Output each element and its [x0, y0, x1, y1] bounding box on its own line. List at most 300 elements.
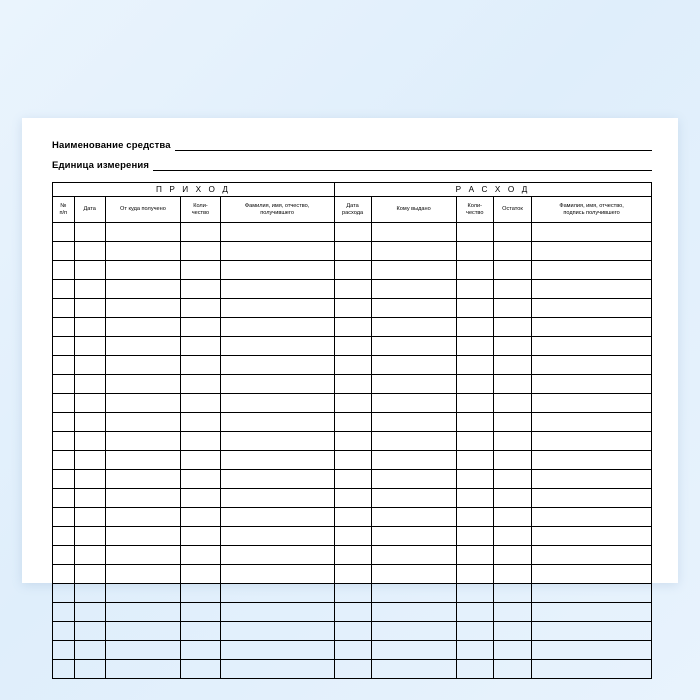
cell-date[interactable]	[74, 603, 105, 622]
cell-issued_to[interactable]	[371, 299, 456, 318]
cell-from_whom[interactable]	[105, 413, 180, 432]
cell-date[interactable]	[74, 356, 105, 375]
cell-from_whom[interactable]	[105, 603, 180, 622]
cell-date_out[interactable]	[334, 375, 371, 394]
cell-issued_to[interactable]	[371, 603, 456, 622]
cell-from_whom[interactable]	[105, 527, 180, 546]
cell-receiver_in[interactable]	[220, 546, 334, 565]
cell-issued_to[interactable]	[371, 261, 456, 280]
cell-receiver_out[interactable]	[532, 565, 652, 584]
column-header-issued-to	[371, 197, 456, 223]
cell-qty_in[interactable]	[181, 299, 221, 318]
cell-receiver_out[interactable]	[532, 432, 652, 451]
cell-qty_in[interactable]	[181, 603, 221, 622]
cell-date_out[interactable]	[334, 280, 371, 299]
cell-receiver_in[interactable]	[220, 470, 334, 489]
cell-qty_out[interactable]	[456, 565, 493, 584]
table-row	[53, 242, 652, 261]
column-header-qty-in	[181, 197, 221, 223]
cell-balance[interactable]	[493, 603, 531, 622]
cell-receiver_out[interactable]	[532, 527, 652, 546]
cell-num[interactable]	[53, 413, 75, 432]
cell-qty_in[interactable]	[181, 432, 221, 451]
cell-num[interactable]	[53, 261, 75, 280]
cell-issued_to[interactable]	[371, 318, 456, 337]
cell-receiver_in[interactable]	[220, 451, 334, 470]
cell-date[interactable]	[74, 299, 105, 318]
cell-date[interactable]	[74, 546, 105, 565]
cell-receiver_in[interactable]	[220, 242, 334, 261]
cell-qty_in[interactable]	[181, 242, 221, 261]
cell-qty_out[interactable]	[456, 337, 493, 356]
ledger-table	[52, 182, 652, 679]
cell-num[interactable]	[53, 508, 75, 527]
cell-receiver_out[interactable]	[532, 546, 652, 565]
column-header-receiver-out-line2: подпись получившего	[563, 209, 620, 216]
cell-qty_in[interactable]	[181, 508, 221, 527]
cell-balance[interactable]	[493, 641, 531, 660]
column-header-num	[53, 197, 75, 223]
column-header-balance-line1: Остаток	[502, 206, 523, 212]
cell-qty_in[interactable]	[181, 622, 221, 641]
cell-balance[interactable]	[493, 261, 531, 280]
cell-date_out[interactable]	[334, 242, 371, 261]
cell-qty_out[interactable]	[456, 660, 493, 679]
cell-receiver_in[interactable]	[220, 299, 334, 318]
cell-issued_to[interactable]	[371, 584, 456, 603]
cell-from_whom[interactable]	[105, 660, 180, 679]
group-header-expense: Р А С Х О Д	[334, 183, 652, 197]
cell-issued_to[interactable]	[371, 660, 456, 679]
cell-date_out[interactable]	[334, 261, 371, 280]
column-header-from-whom-line1: От куда получено	[120, 206, 166, 212]
column-header-qty-in-line2: чество	[191, 209, 210, 216]
cell-receiver_in[interactable]	[220, 641, 334, 660]
column-header-balance	[493, 197, 531, 223]
column-header-qty-out-line2: чество	[466, 209, 484, 216]
document-sheet	[22, 118, 678, 583]
cell-date_out[interactable]	[334, 641, 371, 660]
cell-qty_in[interactable]	[181, 318, 221, 337]
cell-receiver_out[interactable]	[532, 470, 652, 489]
cell-date_out[interactable]	[334, 318, 371, 337]
cell-qty_out[interactable]	[456, 356, 493, 375]
column-header-receiver-in-line1: Фамилия, имя, отчество,	[244, 202, 310, 209]
cell-from_whom[interactable]	[105, 451, 180, 470]
cell-receiver_out[interactable]	[532, 489, 652, 508]
cell-receiver_in[interactable]	[220, 527, 334, 546]
cell-receiver_out[interactable]	[532, 356, 652, 375]
cell-receiver_in[interactable]	[220, 660, 334, 679]
cell-num[interactable]	[53, 299, 75, 318]
cell-receiver_in[interactable]	[220, 223, 334, 242]
table-row	[53, 356, 652, 375]
cell-balance[interactable]	[493, 489, 531, 508]
cell-receiver_in[interactable]	[220, 280, 334, 299]
cell-issued_to[interactable]	[371, 470, 456, 489]
cell-receiver_in[interactable]	[220, 603, 334, 622]
cell-issued_to[interactable]	[371, 413, 456, 432]
cell-issued_to[interactable]	[371, 432, 456, 451]
cell-date[interactable]	[74, 489, 105, 508]
cell-num[interactable]	[53, 280, 75, 299]
cell-qty_out[interactable]	[456, 489, 493, 508]
table-row	[53, 375, 652, 394]
field-input-unit[interactable]	[153, 161, 652, 171]
cell-receiver_out[interactable]	[532, 622, 652, 641]
cell-from_whom[interactable]	[105, 641, 180, 660]
cell-from_whom[interactable]	[105, 394, 180, 413]
cell-qty_out[interactable]	[456, 603, 493, 622]
field-label-unit: Единица измерения	[52, 160, 150, 171]
cell-issued_to[interactable]	[371, 394, 456, 413]
cell-date[interactable]	[74, 451, 105, 470]
table-row	[53, 318, 652, 337]
cell-date[interactable]	[74, 261, 105, 280]
cell-receiver_out[interactable]	[532, 299, 652, 318]
cell-balance[interactable]	[493, 546, 531, 565]
cell-receiver_in[interactable]	[220, 622, 334, 641]
cell-from_whom[interactable]	[105, 565, 180, 584]
cell-qty_out[interactable]	[456, 527, 493, 546]
cell-receiver_out[interactable]	[532, 337, 652, 356]
table-row	[53, 299, 652, 318]
group-header-row	[53, 183, 652, 197]
cell-receiver_in[interactable]	[220, 261, 334, 280]
cell-qty_in[interactable]	[181, 356, 221, 375]
cell-from_whom[interactable]	[105, 584, 180, 603]
cell-qty_out[interactable]	[456, 584, 493, 603]
cell-issued_to[interactable]	[371, 489, 456, 508]
cell-qty_in[interactable]	[181, 660, 221, 679]
cell-receiver_out[interactable]	[532, 584, 652, 603]
cell-date_out[interactable]	[334, 622, 371, 641]
cell-date_out[interactable]	[334, 584, 371, 603]
table-row	[53, 413, 652, 432]
cell-qty_in[interactable]	[181, 641, 221, 660]
column-header-num-line1: №	[60, 202, 67, 209]
cell-receiver_in[interactable]	[220, 565, 334, 584]
cell-receiver_in[interactable]	[220, 584, 334, 603]
cell-date[interactable]	[74, 318, 105, 337]
table-row	[53, 451, 652, 470]
cell-qty_out[interactable]	[456, 375, 493, 394]
column-header-date-out-line2: расхода	[342, 209, 364, 216]
table-row	[53, 470, 652, 489]
column-header-qty-in-line1: Коли-	[193, 202, 208, 209]
cell-issued_to[interactable]	[371, 527, 456, 546]
cell-date_out[interactable]	[334, 546, 371, 565]
cell-receiver_out[interactable]	[532, 280, 652, 299]
cell-date_out[interactable]	[334, 565, 371, 584]
cell-num[interactable]	[53, 337, 75, 356]
cell-receiver_in[interactable]	[220, 375, 334, 394]
cell-receiver_out[interactable]	[532, 261, 652, 280]
cell-num[interactable]	[53, 660, 75, 679]
cell-balance[interactable]	[493, 470, 531, 489]
column-header-receiver-in-line2: получившего	[260, 209, 294, 216]
cell-from_whom[interactable]	[105, 261, 180, 280]
column-header-date-out-line1: Дата	[346, 202, 359, 209]
cell-date[interactable]	[74, 375, 105, 394]
cell-date_out[interactable]	[334, 223, 371, 242]
cell-qty_in[interactable]	[181, 470, 221, 489]
cell-balance[interactable]	[493, 451, 531, 470]
column-header-row	[53, 197, 652, 223]
cell-balance[interactable]	[493, 413, 531, 432]
column-header-receiver-in	[220, 197, 334, 223]
cell-num[interactable]	[53, 622, 75, 641]
cell-date[interactable]	[74, 584, 105, 603]
cell-from_whom[interactable]	[105, 242, 180, 261]
cell-receiver_in[interactable]	[220, 337, 334, 356]
table-row	[53, 223, 652, 242]
cell-balance[interactable]	[493, 318, 531, 337]
cell-date_out[interactable]	[334, 489, 371, 508]
table-row	[53, 394, 652, 413]
cell-from_whom[interactable]	[105, 337, 180, 356]
table-row	[53, 337, 652, 356]
table-row	[53, 489, 652, 508]
cell-date[interactable]	[74, 470, 105, 489]
cell-from_whom[interactable]	[105, 508, 180, 527]
cell-issued_to[interactable]	[371, 622, 456, 641]
cell-num[interactable]	[53, 584, 75, 603]
cell-from_whom[interactable]	[105, 375, 180, 394]
cell-qty_out[interactable]	[456, 451, 493, 470]
cell-from_whom[interactable]	[105, 489, 180, 508]
cell-qty_in[interactable]	[181, 565, 221, 584]
cell-issued_to[interactable]	[371, 223, 456, 242]
group-header-income: П Р И Х О Д	[53, 183, 335, 197]
table-row	[53, 565, 652, 584]
cell-qty_in[interactable]	[181, 489, 221, 508]
cell-qty_out[interactable]	[456, 641, 493, 660]
cell-from_whom[interactable]	[105, 318, 180, 337]
cell-date[interactable]	[74, 508, 105, 527]
cell-qty_in[interactable]	[181, 451, 221, 470]
cell-num[interactable]	[53, 470, 75, 489]
cell-qty_out[interactable]	[456, 318, 493, 337]
cell-issued_to[interactable]	[371, 337, 456, 356]
cell-qty_out[interactable]	[456, 242, 493, 261]
table-row	[53, 508, 652, 527]
cell-qty_in[interactable]	[181, 584, 221, 603]
column-header-receiver-out	[532, 197, 652, 223]
cell-date_out[interactable]	[334, 432, 371, 451]
cell-balance[interactable]	[493, 584, 531, 603]
cell-qty_out[interactable]	[456, 299, 493, 318]
cell-receiver_out[interactable]	[532, 641, 652, 660]
cell-balance[interactable]	[493, 622, 531, 641]
cell-receiver_out[interactable]	[532, 375, 652, 394]
cell-receiver_in[interactable]	[220, 318, 334, 337]
cell-qty_out[interactable]	[456, 622, 493, 641]
cell-receiver_out[interactable]	[532, 242, 652, 261]
cell-balance[interactable]	[493, 356, 531, 375]
cell-date[interactable]	[74, 527, 105, 546]
column-header-issued-to-line1: Кому выдано	[396, 206, 431, 212]
cell-qty_in[interactable]	[181, 280, 221, 299]
cell-qty_in[interactable]	[181, 546, 221, 565]
cell-qty_out[interactable]	[456, 470, 493, 489]
table-row	[53, 641, 652, 660]
ledger-body	[53, 223, 652, 679]
cell-receiver_in[interactable]	[220, 394, 334, 413]
cell-num[interactable]	[53, 356, 75, 375]
cell-receiver_in[interactable]	[220, 508, 334, 527]
cell-balance[interactable]	[493, 508, 531, 527]
cell-issued_to[interactable]	[371, 565, 456, 584]
column-header-date	[74, 197, 105, 223]
cell-qty_in[interactable]	[181, 394, 221, 413]
cell-date_out[interactable]	[334, 603, 371, 622]
cell-qty_out[interactable]	[456, 280, 493, 299]
cell-qty_in[interactable]	[181, 337, 221, 356]
cell-date_out[interactable]	[334, 413, 371, 432]
cell-receiver_out[interactable]	[532, 451, 652, 470]
cell-receiver_out[interactable]	[532, 660, 652, 679]
cell-qty_in[interactable]	[181, 413, 221, 432]
cell-issued_to[interactable]	[371, 451, 456, 470]
cell-from_whom[interactable]	[105, 546, 180, 565]
cell-receiver_out[interactable]	[532, 603, 652, 622]
cell-date[interactable]	[74, 432, 105, 451]
column-header-qty-out-line1: Коли-	[467, 202, 482, 209]
cell-from_whom[interactable]	[105, 432, 180, 451]
ledger-head	[53, 183, 652, 223]
table-row	[53, 584, 652, 603]
table-row	[53, 432, 652, 451]
table-row	[53, 660, 652, 679]
cell-balance[interactable]	[493, 375, 531, 394]
cell-receiver_out[interactable]	[532, 394, 652, 413]
cell-date[interactable]	[74, 622, 105, 641]
cell-receiver_out[interactable]	[532, 413, 652, 432]
cell-from_whom[interactable]	[105, 299, 180, 318]
cell-issued_to[interactable]	[371, 375, 456, 394]
cell-date[interactable]	[74, 565, 105, 584]
form-body	[52, 140, 652, 679]
cell-date[interactable]	[74, 660, 105, 679]
cell-num[interactable]	[53, 318, 75, 337]
cell-date_out[interactable]	[334, 508, 371, 527]
table-row	[53, 280, 652, 299]
cell-date_out[interactable]	[334, 660, 371, 679]
cell-issued_to[interactable]	[371, 356, 456, 375]
cell-num[interactable]	[53, 546, 75, 565]
cell-issued_to[interactable]	[371, 242, 456, 261]
column-header-date-line1: Дата	[83, 206, 96, 212]
cell-date_out[interactable]	[334, 470, 371, 489]
cell-qty_out[interactable]	[456, 261, 493, 280]
cell-balance[interactable]	[493, 660, 531, 679]
cell-date[interactable]	[74, 223, 105, 242]
cell-qty_out[interactable]	[456, 508, 493, 527]
cell-balance[interactable]	[493, 242, 531, 261]
cell-receiver_in[interactable]	[220, 356, 334, 375]
cell-from_whom[interactable]	[105, 223, 180, 242]
column-header-from-whom	[105, 197, 180, 223]
cell-issued_to[interactable]	[371, 280, 456, 299]
cell-date[interactable]	[74, 394, 105, 413]
field-row-name	[52, 140, 652, 151]
cell-balance[interactable]	[493, 223, 531, 242]
cell-balance[interactable]	[493, 337, 531, 356]
cell-num[interactable]	[53, 565, 75, 584]
cell-balance[interactable]	[493, 527, 531, 546]
cell-receiver_in[interactable]	[220, 432, 334, 451]
cell-issued_to[interactable]	[371, 508, 456, 527]
cell-receiver_out[interactable]	[532, 223, 652, 242]
cell-date[interactable]	[74, 242, 105, 261]
cell-date[interactable]	[74, 337, 105, 356]
cell-num[interactable]	[53, 603, 75, 622]
cell-num[interactable]	[53, 641, 75, 660]
cell-from_whom[interactable]	[105, 356, 180, 375]
field-label-name: Наименование средства	[52, 140, 171, 151]
cell-balance[interactable]	[493, 565, 531, 584]
cell-qty_out[interactable]	[456, 413, 493, 432]
cell-balance[interactable]	[493, 394, 531, 413]
cell-qty_in[interactable]	[181, 223, 221, 242]
field-input-name[interactable]	[175, 141, 652, 151]
cell-date_out[interactable]	[334, 337, 371, 356]
cell-num[interactable]	[53, 432, 75, 451]
cell-num[interactable]	[53, 223, 75, 242]
cell-num[interactable]	[53, 394, 75, 413]
cell-balance[interactable]	[493, 432, 531, 451]
cell-qty_in[interactable]	[181, 261, 221, 280]
cell-receiver_in[interactable]	[220, 489, 334, 508]
cell-qty_out[interactable]	[456, 394, 493, 413]
column-header-date-out	[334, 197, 371, 223]
cell-issued_to[interactable]	[371, 641, 456, 660]
cell-qty_out[interactable]	[456, 223, 493, 242]
cell-date_out[interactable]	[334, 527, 371, 546]
cell-date[interactable]	[74, 413, 105, 432]
table-row	[53, 261, 652, 280]
cell-from_whom[interactable]	[105, 470, 180, 489]
cell-receiver_out[interactable]	[532, 318, 652, 337]
cell-receiver_out[interactable]	[532, 508, 652, 527]
cell-date_out[interactable]	[334, 356, 371, 375]
cell-issued_to[interactable]	[371, 546, 456, 565]
cell-num[interactable]	[53, 451, 75, 470]
cell-num[interactable]	[53, 489, 75, 508]
cell-balance[interactable]	[493, 280, 531, 299]
cell-date[interactable]	[74, 641, 105, 660]
cell-date[interactable]	[74, 280, 105, 299]
cell-from_whom[interactable]	[105, 280, 180, 299]
column-header-num-line2: п/п	[59, 209, 68, 216]
cell-from_whom[interactable]	[105, 622, 180, 641]
cell-num[interactable]	[53, 527, 75, 546]
cell-date_out[interactable]	[334, 299, 371, 318]
cell-qty_in[interactable]	[181, 375, 221, 394]
cell-num[interactable]	[53, 375, 75, 394]
cell-qty_in[interactable]	[181, 527, 221, 546]
cell-qty_out[interactable]	[456, 546, 493, 565]
cell-qty_out[interactable]	[456, 432, 493, 451]
table-row	[53, 622, 652, 641]
cell-balance[interactable]	[493, 299, 531, 318]
cell-date_out[interactable]	[334, 451, 371, 470]
cell-receiver_in[interactable]	[220, 413, 334, 432]
table-row	[53, 603, 652, 622]
cell-date_out[interactable]	[334, 394, 371, 413]
cell-num[interactable]	[53, 242, 75, 261]
